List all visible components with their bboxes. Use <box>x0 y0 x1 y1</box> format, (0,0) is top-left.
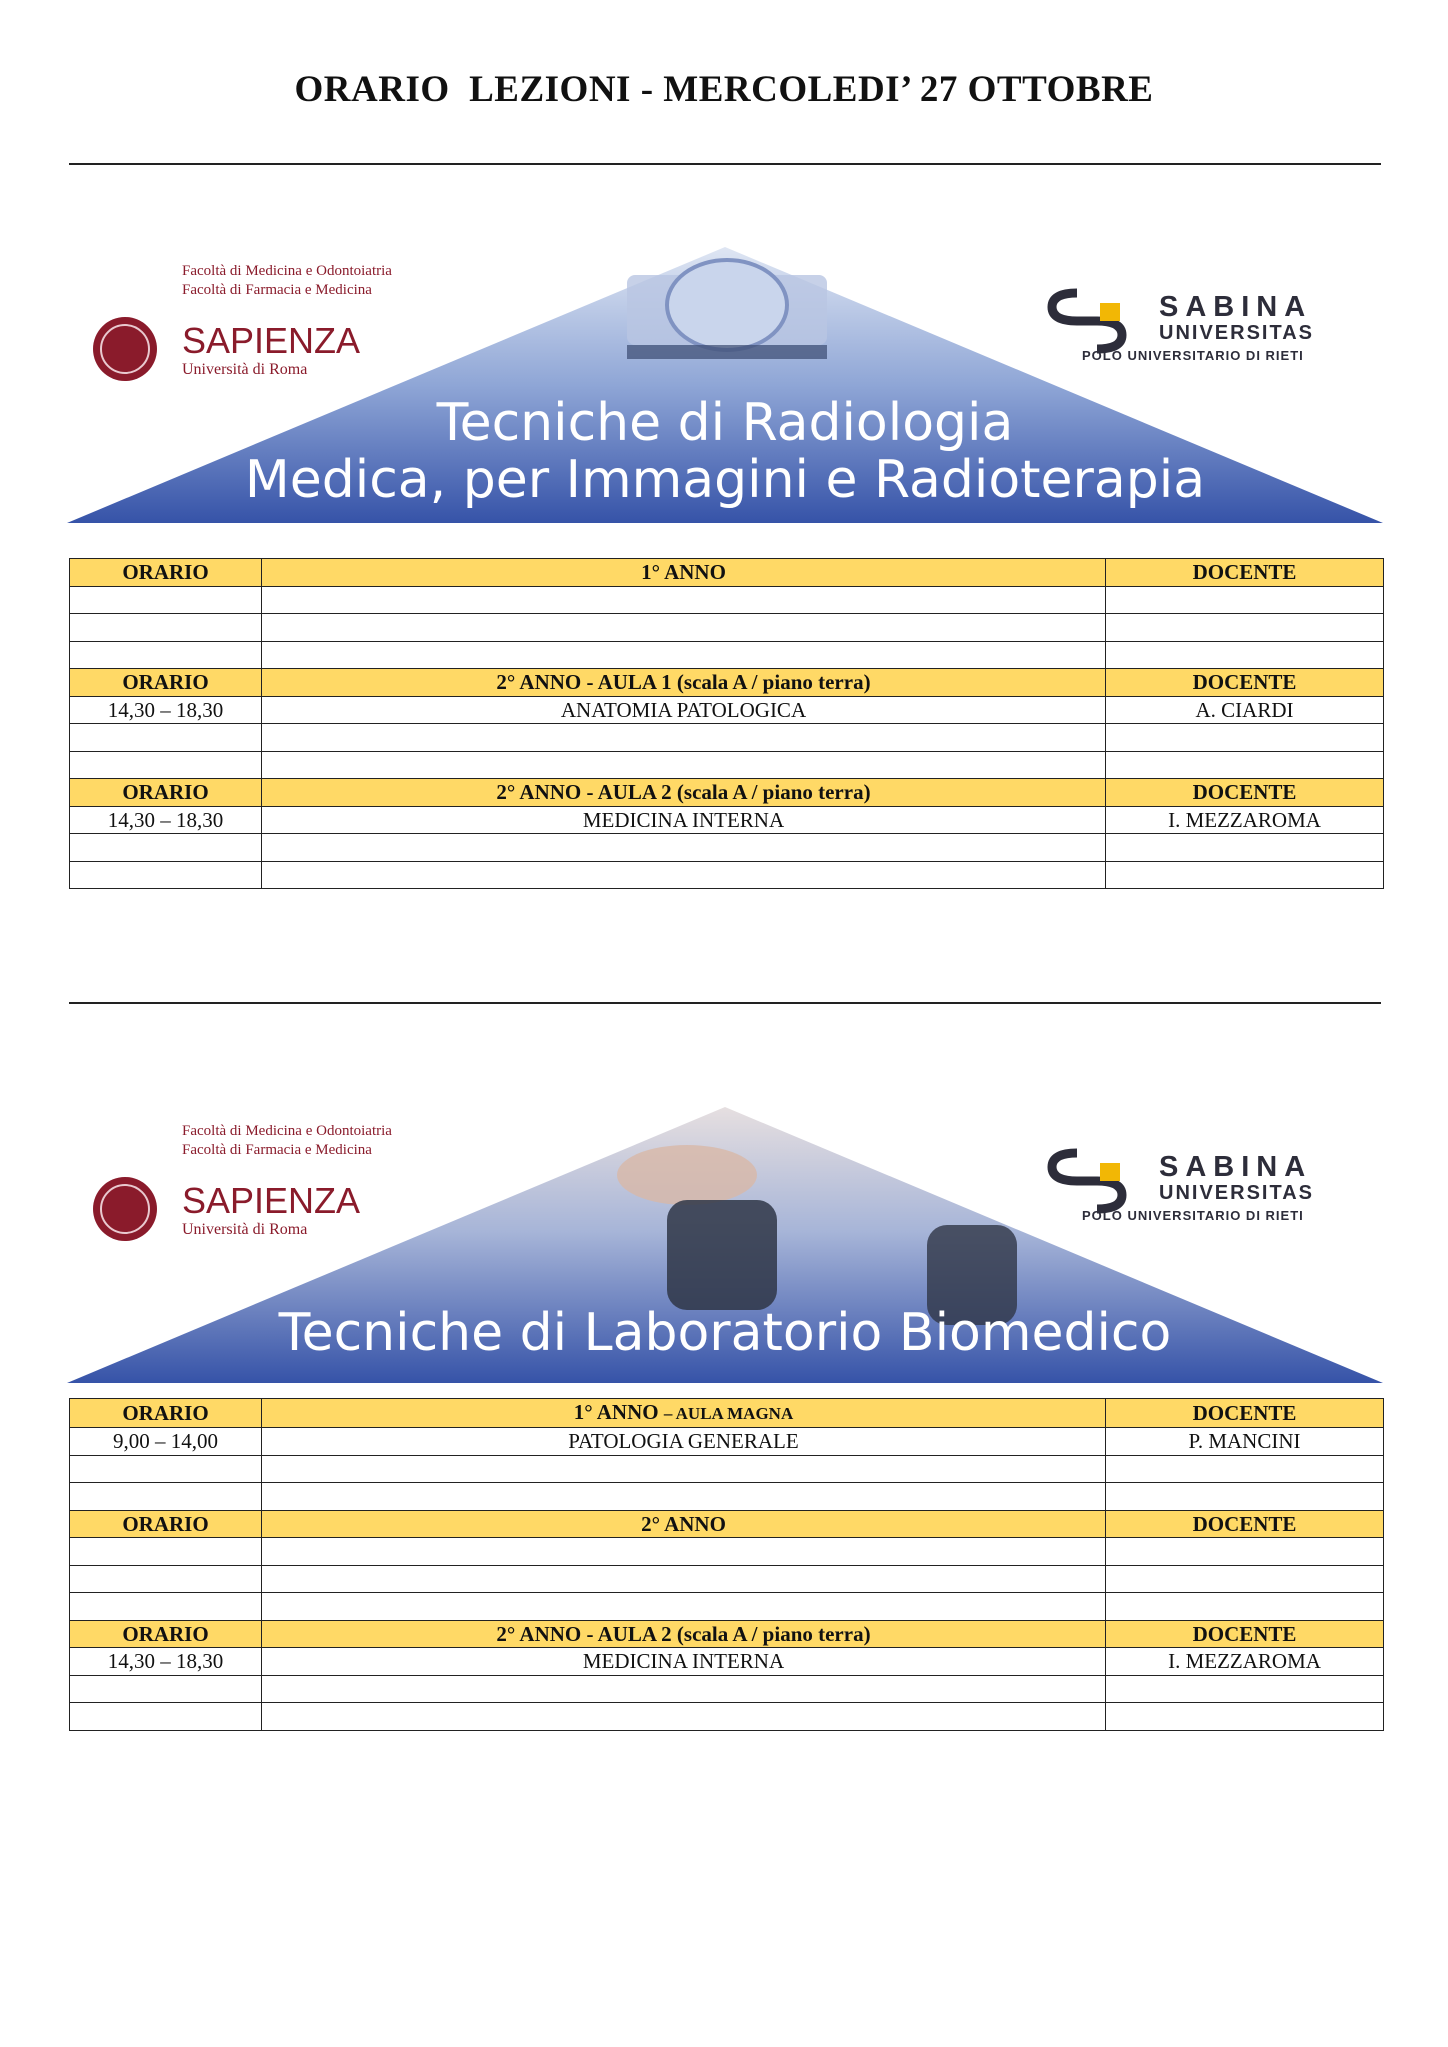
cell-orario <box>70 1455 262 1483</box>
sabina-name: SABINA <box>1159 1151 1313 1183</box>
cell-orario: 14,30 – 18,30 <box>70 806 262 834</box>
header-course: 2° ANNO - AULA 2 (scala A / piano terra) <box>262 779 1106 807</box>
banner-radiologia-graphic <box>67 245 1383 525</box>
table-row <box>70 1455 1384 1483</box>
sabina-sub: UNIVERSITAS <box>1159 1182 1314 1204</box>
cell-docente <box>1106 1455 1384 1483</box>
cell-orario <box>70 1483 262 1511</box>
table-row <box>70 614 1384 642</box>
header-course-room: – AULA MAGNA <box>663 1404 794 1423</box>
cell-docente <box>1106 1593 1384 1621</box>
sapienza-logo <box>93 1123 392 1241</box>
table-row <box>70 1593 1384 1621</box>
cell-materia <box>262 1538 1106 1566</box>
header-docente: DOCENTE <box>1106 669 1384 697</box>
cell-materia: MEDICINA INTERNA <box>262 806 1106 834</box>
faculty-line1: Facoltà di Medicina e Odontoiatria <box>182 263 392 279</box>
sapienza-seal-icon <box>93 317 157 381</box>
sabina-book-icon <box>1100 1163 1120 1181</box>
sapienza-logo <box>93 263 392 381</box>
cell-orario <box>70 586 262 614</box>
header-course: 1° ANNO <box>262 559 1106 587</box>
microscope-eyepiece-icon <box>667 1200 777 1310</box>
table-header-row <box>70 559 1384 587</box>
banner-radiologia <box>67 245 1383 525</box>
header-orario: ORARIO <box>70 669 262 697</box>
cell-materia: ANATOMIA PATOLOGICA <box>262 696 1106 724</box>
divider-middle <box>69 1002 1381 1004</box>
cell-materia: MEDICINA INTERNA <box>262 1648 1106 1676</box>
sapienza-sub: Università di Roma <box>182 1221 308 1238</box>
cell-docente <box>1106 641 1384 669</box>
header-course: 2° ANNO - AULA 1 (scala A / piano terra) <box>262 669 1106 697</box>
schedule-table-laboratorio <box>69 1398 1384 1731</box>
table-header-row <box>70 1620 1384 1648</box>
cell-docente <box>1106 724 1384 752</box>
divider-top <box>69 163 1381 165</box>
banner-title-line1: Tecniche di Laboratorio Biomedico <box>278 1303 1172 1363</box>
header-orario: ORARIO <box>70 559 262 587</box>
table-header-row <box>70 1399 1384 1428</box>
cell-orario <box>70 1675 262 1703</box>
table-row <box>70 861 1384 889</box>
header-docente: DOCENTE <box>1106 779 1384 807</box>
header-docente: DOCENTE <box>1106 559 1384 587</box>
cell-docente <box>1106 1483 1384 1511</box>
sabina-sub: UNIVERSITAS <box>1159 322 1314 344</box>
cell-docente <box>1106 1703 1384 1731</box>
header-course: 2° ANNO <box>262 1510 1106 1538</box>
sapienza-name: SAPIENZA <box>182 1180 361 1221</box>
cell-docente <box>1106 614 1384 642</box>
banner-laboratorio-graphic <box>67 1105 1383 1385</box>
sabina-logo <box>1052 291 1314 363</box>
cell-materia <box>262 1455 1106 1483</box>
header-orario: ORARIO <box>70 1620 262 1648</box>
cell-docente: I. MEZZAROMA <box>1106 806 1384 834</box>
cell-orario <box>70 1565 262 1593</box>
cell-materia <box>262 1593 1106 1621</box>
cell-orario <box>70 751 262 779</box>
faculty-line1: Facoltà di Medicina e Odontoiatria <box>182 1123 392 1139</box>
cell-docente: P. MANCINI <box>1106 1428 1384 1456</box>
sabina-name: SABINA <box>1159 291 1313 323</box>
cell-docente: I. MEZZAROMA <box>1106 1648 1384 1676</box>
table-row <box>70 1565 1384 1593</box>
table-row <box>70 806 1384 834</box>
header-docente: DOCENTE <box>1106 1620 1384 1648</box>
table-header-row <box>70 1510 1384 1538</box>
cell-materia <box>262 1483 1106 1511</box>
cell-orario: 14,30 – 18,30 <box>70 696 262 724</box>
sabina-logo <box>1052 1151 1314 1223</box>
sapienza-seal-icon <box>93 1177 157 1241</box>
banner-laboratorio <box>67 1105 1383 1385</box>
sabina-polo: POLO UNIVERSITARIO DI RIETI <box>1082 348 1304 363</box>
table-header-row <box>70 669 1384 697</box>
header-course-year: 1° ANNO <box>573 1400 664 1424</box>
cell-materia <box>262 751 1106 779</box>
cell-orario <box>70 614 262 642</box>
table-row <box>70 834 1384 862</box>
cell-docente <box>1106 1675 1384 1703</box>
cell-materia <box>262 1565 1106 1593</box>
cell-orario <box>70 641 262 669</box>
cell-docente <box>1106 751 1384 779</box>
table-row <box>70 641 1384 669</box>
cell-orario <box>70 724 262 752</box>
cell-materia <box>262 1703 1106 1731</box>
cell-materia <box>262 586 1106 614</box>
cell-orario <box>70 861 262 889</box>
cell-materia <box>262 724 1106 752</box>
cell-materia <box>262 614 1106 642</box>
table-row <box>70 751 1384 779</box>
banner-title-line1: Tecniche di Radiologia <box>436 393 1014 453</box>
faculty-line2: Facoltà di Farmacia e Medicina <box>182 282 372 298</box>
sabina-polo: POLO UNIVERSITARIO DI RIETI <box>1082 1208 1304 1223</box>
sapienza-name: SAPIENZA <box>182 320 361 361</box>
header-orario: ORARIO <box>70 779 262 807</box>
cell-docente <box>1106 1565 1384 1593</box>
banner-title-line2: Medica, per Immagini e Radioterapia <box>244 450 1206 510</box>
header-orario: ORARIO <box>70 1510 262 1538</box>
cell-materia <box>262 834 1106 862</box>
table-row <box>70 586 1384 614</box>
table-row <box>70 696 1384 724</box>
cell-orario <box>70 1703 262 1731</box>
table-row <box>70 1428 1384 1456</box>
header-orario: ORARIO <box>70 1399 262 1428</box>
table-row <box>70 1483 1384 1511</box>
header-course: 2° ANNO - AULA 2 (scala A / piano terra) <box>262 1620 1106 1648</box>
header-docente: DOCENTE <box>1106 1399 1384 1428</box>
scanner-ring <box>667 260 787 350</box>
header-docente: DOCENTE <box>1106 1510 1384 1538</box>
cell-docente <box>1106 586 1384 614</box>
page-title: ORARIO LEZIONI - MERCOLEDI’ 27 OTTOBRE <box>294 69 1154 110</box>
table-row <box>70 1675 1384 1703</box>
face-shape <box>617 1145 757 1205</box>
table-row <box>70 724 1384 752</box>
cell-docente <box>1106 1538 1384 1566</box>
cell-orario <box>70 834 262 862</box>
sabina-book-icon <box>1100 303 1120 321</box>
cell-docente: A. CIARDI <box>1106 696 1384 724</box>
table-header-row <box>70 779 1384 807</box>
cell-docente <box>1106 834 1384 862</box>
cell-materia <box>262 1675 1106 1703</box>
cell-materia <box>262 861 1106 889</box>
header-course <box>262 1399 1106 1428</box>
cell-orario: 14,30 – 18,30 <box>70 1648 262 1676</box>
scanner-bed <box>627 345 827 359</box>
sapienza-sub: Università di Roma <box>182 361 308 378</box>
cell-orario <box>70 1593 262 1621</box>
cell-materia <box>262 641 1106 669</box>
table-row <box>70 1648 1384 1676</box>
schedule-table-radiologia <box>69 558 1384 889</box>
table-row <box>70 1538 1384 1566</box>
cell-docente <box>1106 861 1384 889</box>
cell-orario: 9,00 – 14,00 <box>70 1428 262 1456</box>
table-row <box>70 1703 1384 1731</box>
faculty-line2: Facoltà di Farmacia e Medicina <box>182 1142 372 1158</box>
cell-materia: PATOLOGIA GENERALE <box>262 1428 1106 1456</box>
cell-orario <box>70 1538 262 1566</box>
